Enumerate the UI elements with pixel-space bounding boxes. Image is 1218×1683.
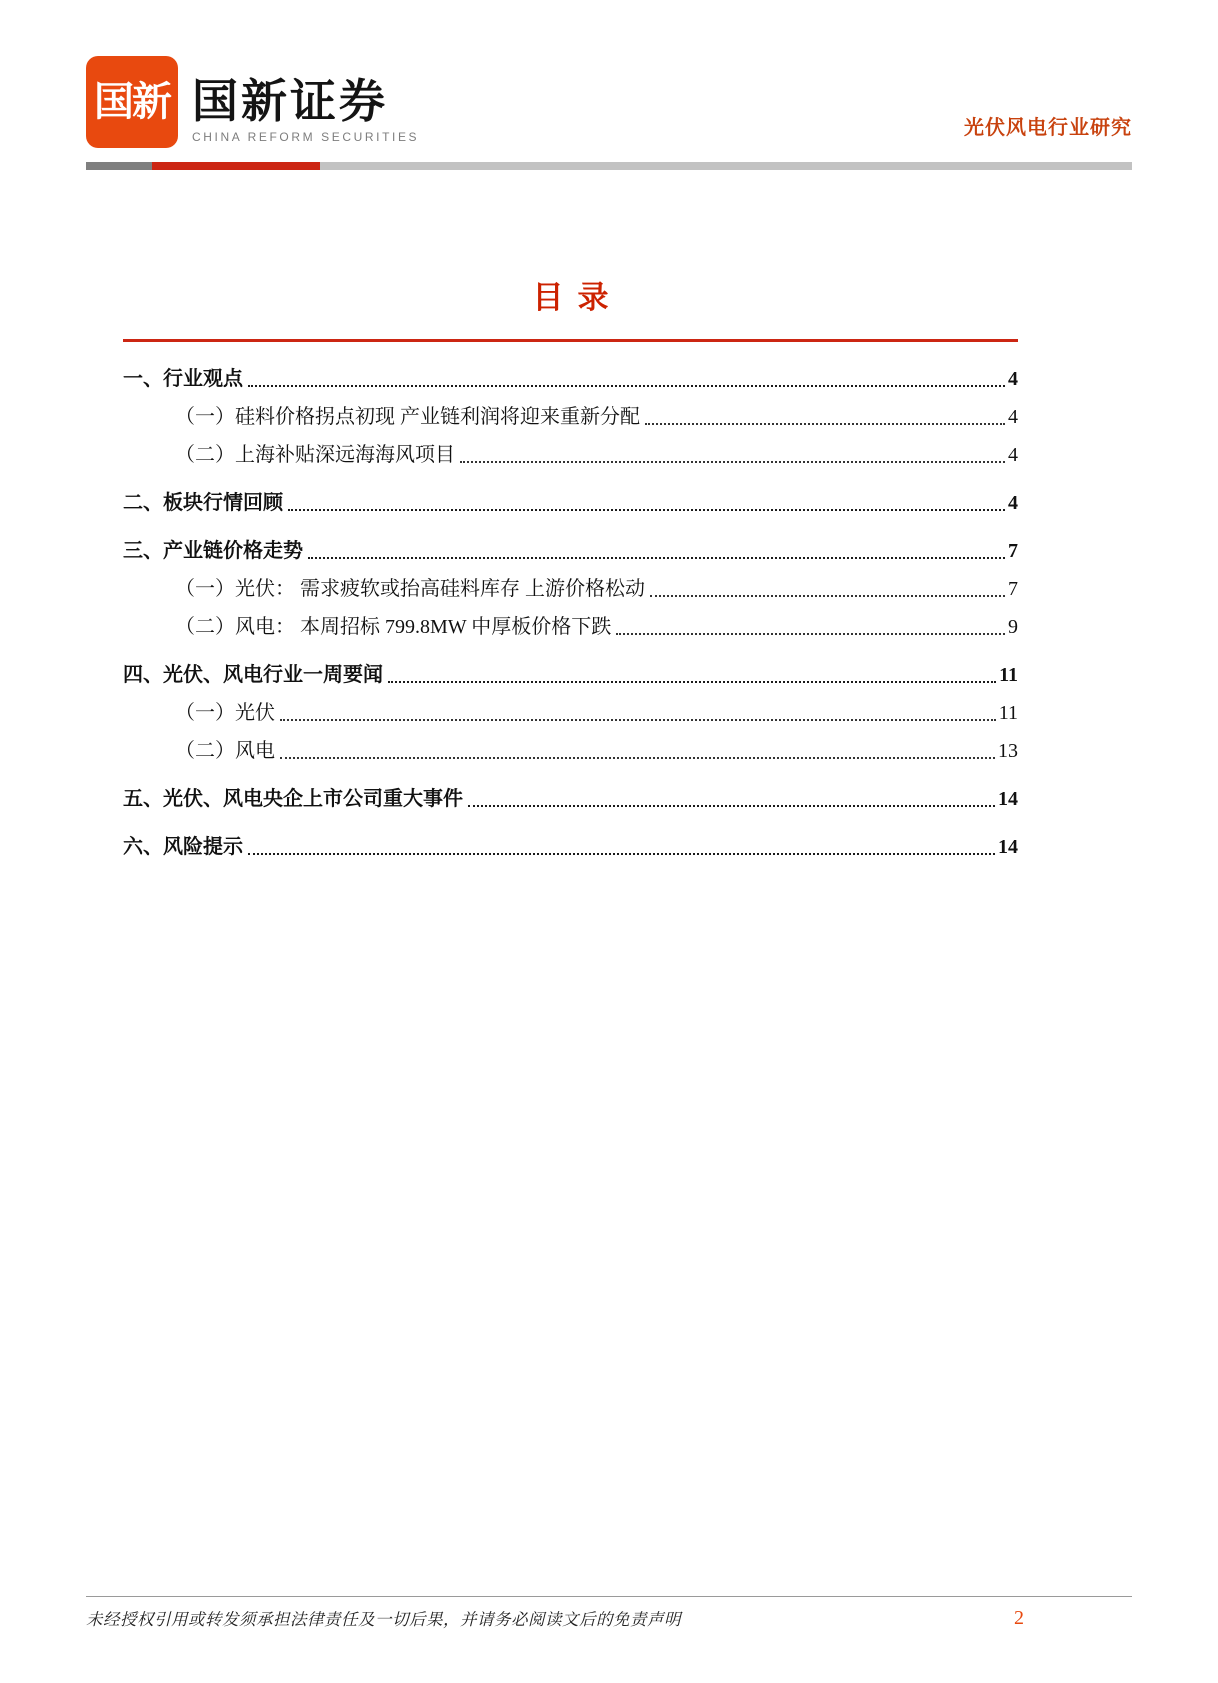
toc-entry-label: （二）风电： 本周招标 799.8MW 中厚板价格下跌 — [175, 616, 612, 638]
toc-dot-leader — [388, 681, 996, 683]
toc-entry — [123, 738, 1018, 764]
toc-entry-label: （一）硅料价格拐点初现 产业链利润将迎来重新分配 — [175, 406, 640, 428]
toc-entry-page: 11 — [998, 702, 1018, 724]
toc-entry-label: 四、光伏、风电行业一周要闻 — [123, 664, 383, 686]
brand-text — [192, 74, 420, 148]
toc-dot-leader — [468, 805, 995, 807]
toc-entry-label: 五、光伏、风电央企上市公司重大事件 — [123, 788, 463, 810]
toc-entry — [123, 538, 1018, 564]
toc-dot-leader — [616, 633, 1005, 635]
toc-entry — [123, 662, 1018, 688]
toc-dot-leader — [248, 853, 995, 855]
toc-entry — [123, 404, 1018, 430]
toc-entry-label: （一）光伏： 需求疲软或抬高硅料库存 上游价格松动 — [175, 578, 645, 600]
toc-entry-label: 一、行业观点 — [123, 368, 243, 390]
toc-entry-page: 4 — [1008, 406, 1018, 428]
brand-row — [86, 56, 1132, 148]
toc-dot-leader — [650, 595, 1005, 597]
toc-entry-page: 11 — [999, 664, 1018, 686]
toc-dot-leader — [308, 557, 1005, 559]
divider-segment-light — [320, 162, 1132, 170]
toc-entry-label: （二）风电 — [175, 740, 275, 762]
toc-dot-leader — [248, 385, 1005, 387]
toc-entry — [123, 490, 1018, 516]
logo-icon-text: 国新 — [94, 80, 170, 124]
divider-segment-dark — [86, 162, 152, 170]
page-footer — [86, 1606, 1024, 1630]
toc-entry — [123, 576, 1018, 602]
toc-entry-page: 14 — [998, 836, 1018, 858]
footer-disclaimer: 未经授权引用或转发须承担法律责任及一切后果，并请务必阅读文后的免责声明 — [86, 1610, 681, 1629]
toc-entry-page: 7 — [1008, 540, 1018, 562]
toc-entry-label: 三、产业链价格走势 — [123, 540, 303, 562]
toc-entry — [123, 442, 1018, 468]
toc-entry-label: （二）上海补贴深远海海风项目 — [175, 444, 455, 466]
toc-dot-leader — [280, 719, 996, 721]
toc-entry-label: 二、板块行情回顾 — [123, 492, 283, 514]
toc-list — [123, 366, 1018, 860]
brand-name-cn: 国新证券 — [192, 74, 388, 127]
table-of-contents — [123, 272, 1018, 860]
toc-title: 目录 — [532, 280, 623, 315]
brand-name-en: CHINA REFORM SECURITIES — [192, 130, 420, 144]
header-divider-bar — [86, 162, 1132, 170]
toc-entry-page: 7 — [1008, 578, 1018, 600]
footer-rule — [86, 1596, 1132, 1597]
toc-entry-page: 13 — [998, 740, 1018, 762]
divider-segment-red — [152, 162, 320, 170]
toc-entry — [123, 786, 1018, 812]
toc-entry-page: 4 — [1008, 368, 1018, 390]
toc-dot-leader — [645, 423, 1005, 425]
toc-dot-leader — [280, 757, 995, 759]
toc-entry-page: 4 — [1008, 492, 1018, 514]
company-logo-icon — [86, 56, 178, 148]
toc-entry — [123, 614, 1018, 640]
toc-title-rule — [123, 339, 1018, 342]
toc-entry — [123, 700, 1018, 726]
toc-dot-leader — [288, 509, 1005, 511]
toc-entry-page: 9 — [1008, 616, 1018, 638]
toc-dot-leader — [460, 461, 1005, 463]
footer-page-number: 2 — [1014, 1606, 1024, 1629]
toc-entry-label: （一）光伏 — [175, 702, 275, 724]
toc-entry-label: 六、风险提示 — [123, 836, 243, 858]
report-category: 光伏风电行业研究 — [964, 117, 1132, 139]
toc-entry-page: 4 — [1008, 444, 1018, 466]
toc-entry-page: 14 — [998, 788, 1018, 810]
page-header — [86, 56, 1132, 170]
toc-entry — [123, 834, 1018, 860]
toc-entry — [123, 366, 1018, 392]
